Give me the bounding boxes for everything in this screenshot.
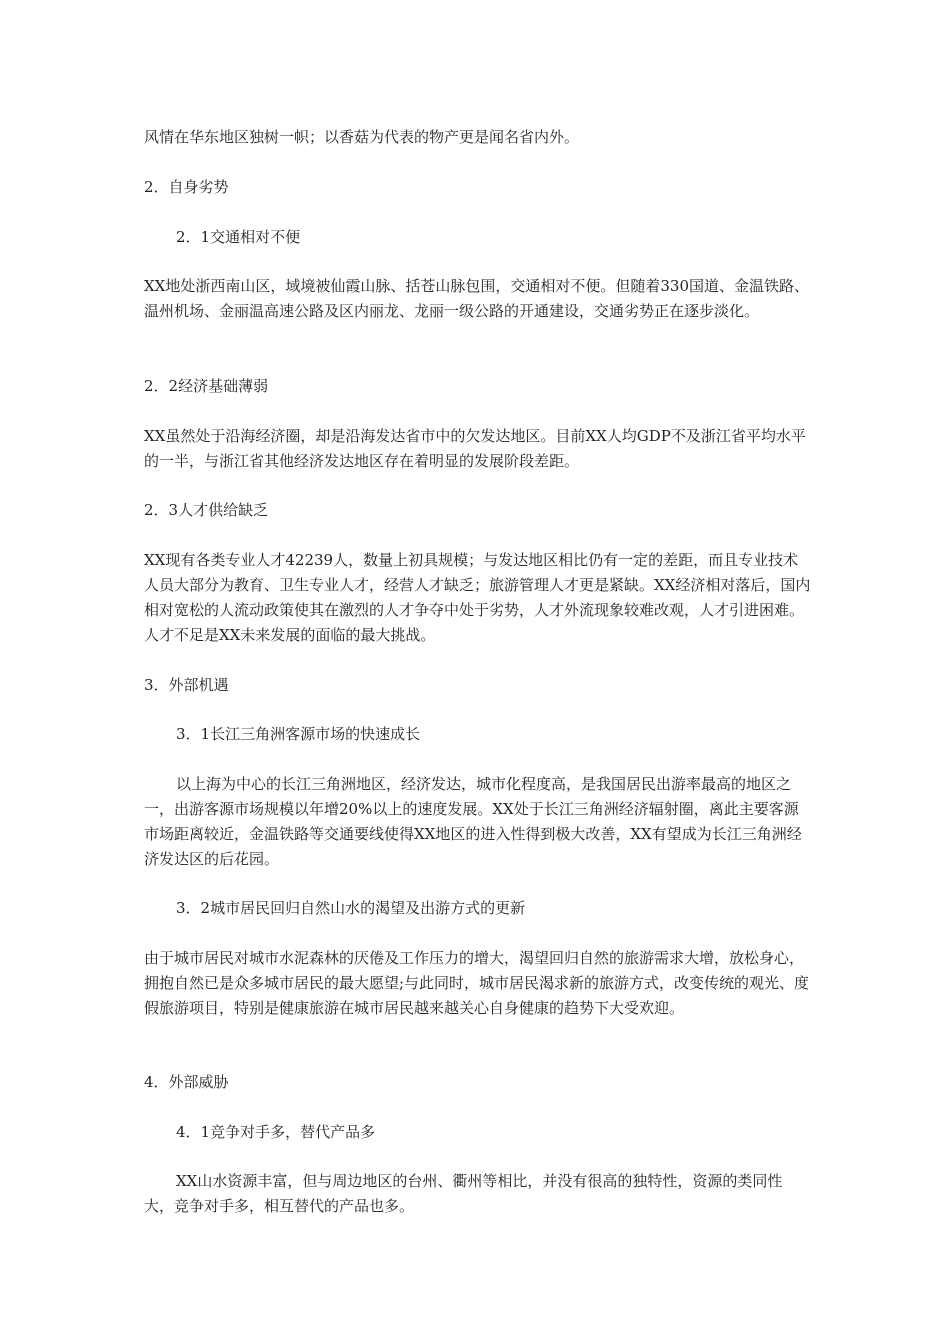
section-heading-2: 2．自身劣势 bbox=[144, 178, 229, 196]
subsection-heading-2-1: 2．1交通相对不便 bbox=[176, 228, 301, 246]
paragraph-3-1: 以上海为中心的长江三角洲地区，经济发达，城市化程度高，是我国居民出游率最高的地区之一，出游客源市场规模以年增20%以上的速度发展。XX处于长江三角洲经济辐射圈，离此主要客源市场距离较近，金温铁路等交通要线使得XX地区的进入性得到极大改善，XX有望成为长江三角洲经济发达区的后花园。 bbox=[144, 775, 802, 868]
subsection-heading-2-3: 2．3人才供给缺乏 bbox=[144, 501, 269, 519]
paragraph-3-2: 由于城市居民对城市水泥森林的厌倦及工作压力的增大，渴望回归自然的旅游需求大增，放松身心，拥抱自然已是众多城市居民的最大愿望;与此同时，城市居民渴求新的旅游方式，改变传统的观光、度假旅游项目，特别是健康旅游在城市居民越来越关心自身健康的趋势下大受欢迎。 bbox=[144, 949, 810, 1017]
section-heading-4: 4．外部威胁 bbox=[144, 1073, 229, 1091]
subsection-heading-3-1: 3．1长江三角洲客源市场的快速成长 bbox=[176, 725, 421, 743]
paragraph-4-1: XX山水资源丰富，但与周边地区的台州、衢州等相比，并没有很高的独特性，资源的类同性大，竞争对手多，相互替代的产品也多。 bbox=[144, 1172, 783, 1215]
paragraph-2-2: XX虽然处于沿海经济圈，却是沿海发达省市中的欠发达地区。目前XX人均GDP不及浙江省平均水平的一半，与浙江省其他经济发达地区存在着明显的发展阶段差距。 bbox=[144, 427, 806, 470]
subsection-heading-4-1: 4．1竞争对手多，替代产品多 bbox=[176, 1123, 376, 1141]
intro-paragraph-tail: 风情在华东地区独树一帜；以香菇为代表的物产更是闻名省内外。 bbox=[144, 128, 580, 146]
section-heading-3: 3．外部机遇 bbox=[144, 676, 229, 694]
paragraph-2-3: XX现有各类专业人才42239人，数量上初具规模；与发达地区相比仍有一定的差距，而且专业技术人员大部分为教育、卫生专业人才，经营人才缺乏；旅游管理人才更是紧缺。XX经济相对落后，国内相对宽松的人流动政策使其在激烈的人才争夺中处于劣势，人才外流现象较难改观，人才引进困难。人才不足是XX未来发展的面临的最大挑战。 bbox=[144, 551, 811, 644]
subsection-heading-2-2: 2．2经济基础薄弱 bbox=[144, 377, 269, 395]
subsection-heading-3-2: 3．2城市居民回归自然山水的渴望及出游方式的更新 bbox=[176, 899, 526, 917]
paragraph-2-1: XX地处浙西南山区，域境被仙霞山脉、括苍山脉包围，交通相对不便。但随着330国道、金温铁路、温州机场、金丽温高速公路及区内丽龙、龙丽一级公路的开通建设，交通劣势正在逐步淡化。 bbox=[144, 277, 809, 320]
